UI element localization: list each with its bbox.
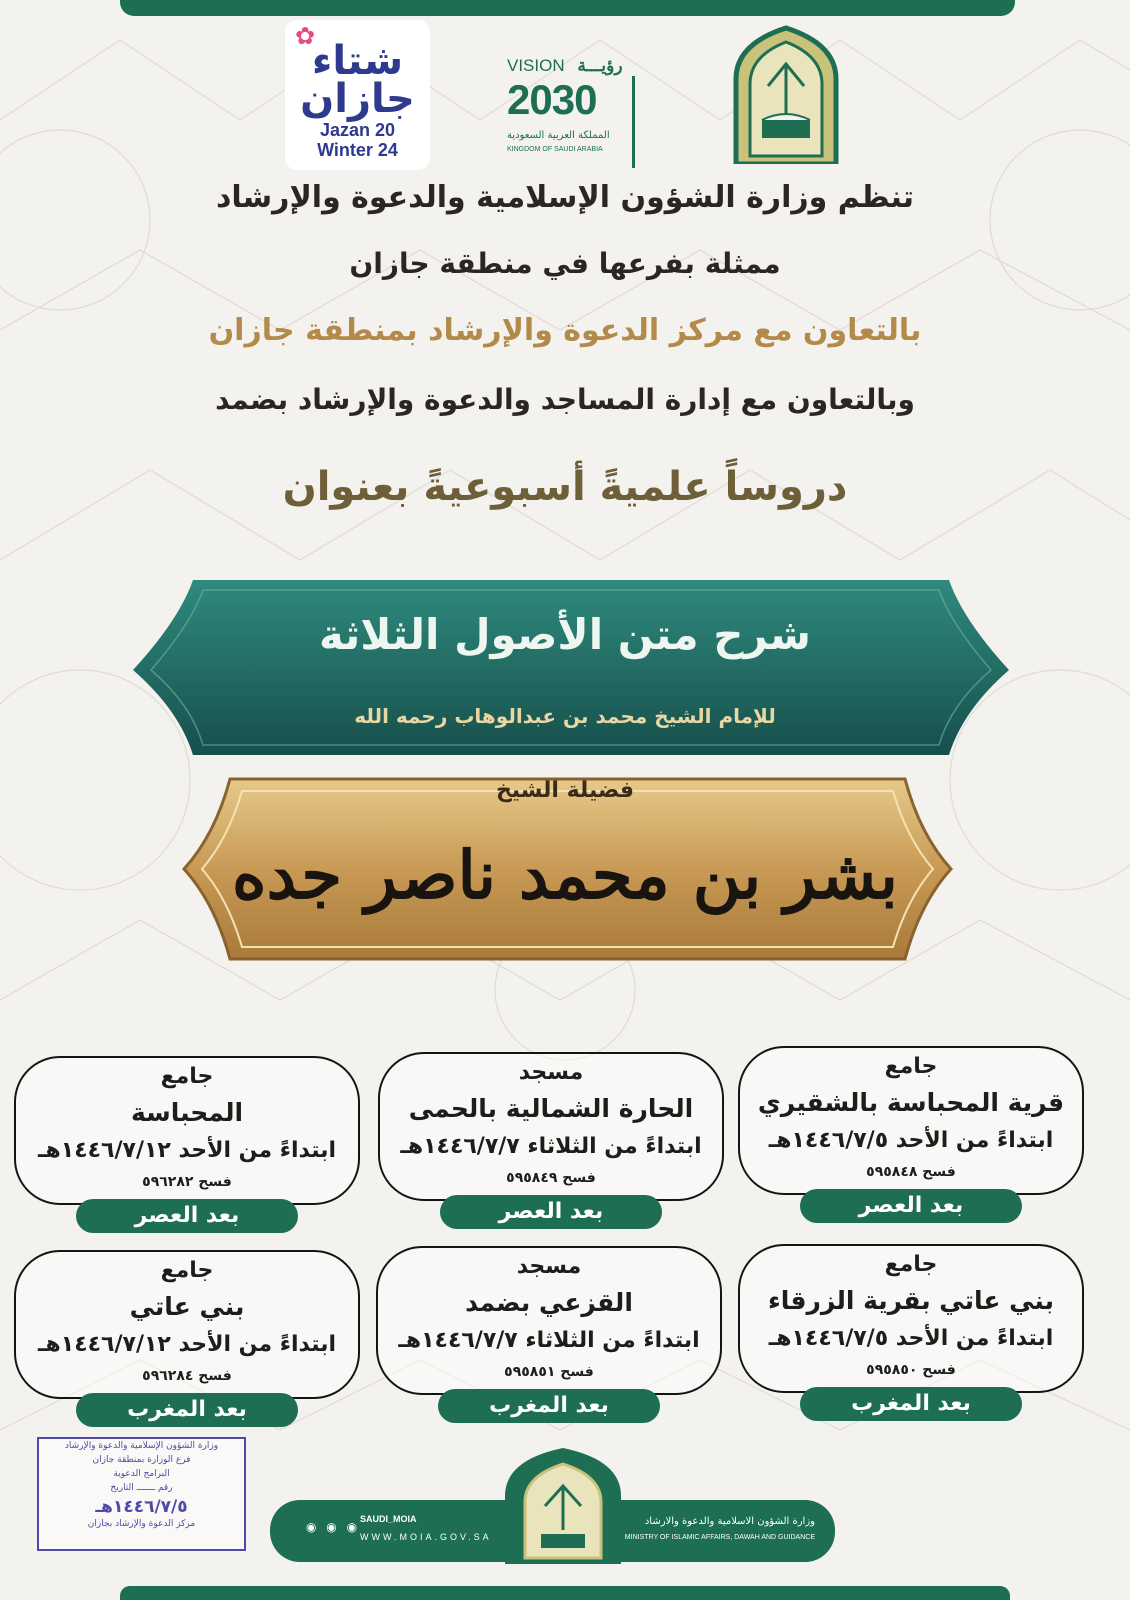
session-time-badge: بعد العصر — [800, 1189, 1022, 1223]
stamp-line-4: رقم ـــــــ التاريخ — [110, 1483, 173, 1493]
stamp-line-2: فرع الوزارة بمنطقة جازان — [92, 1455, 191, 1465]
footer-website-link[interactable]: WWW.MOIA.GOV.SA — [360, 1532, 492, 1542]
jazan-winter-logo — [285, 20, 430, 170]
official-stamp — [37, 1437, 246, 1551]
session-card — [14, 1250, 360, 1422]
session-permit: فسح ٥٩٥٨٥١ — [504, 1364, 594, 1380]
stamp-line-5: مركز الدعوة والإرشاد بجازان — [87, 1519, 196, 1529]
session-place: بني عاتي — [129, 1292, 245, 1321]
session-card — [738, 1244, 1084, 1416]
intro-line-2: ممثلة بفرعها في منطقة جازان — [349, 247, 781, 280]
session-type: مسجد — [516, 1254, 582, 1279]
session-start: ابتداءً من الثلاثاء ١٤٤٦/٧/٧هـ — [398, 1328, 700, 1353]
session-type: جامع — [884, 1054, 938, 1079]
session-permit: فسح ٥٩٦٢٨٤ — [142, 1368, 232, 1384]
footer-social-handle[interactable]: SAUDI_MOIA — [360, 1514, 417, 1524]
session-start: ابتداءً من الأحد ١٤٤٦/٧/٥هـ — [768, 1326, 1054, 1351]
flower-icon: ✿ — [295, 22, 316, 50]
session-time-badge: بعد المغرب — [76, 1393, 298, 1427]
session-time-badge: بعد العصر — [440, 1195, 662, 1229]
logo-row — [0, 18, 1130, 168]
session-start: ابتداءً من الأحد ١٤٤٦/٧/١٢هـ — [37, 1332, 337, 1357]
vision-2030-logo — [507, 56, 647, 166]
session-permit: فسح ٥٩٦٢٨٢ — [142, 1174, 232, 1190]
session-card — [378, 1052, 724, 1224]
session-place: الحارة الشمالية بالحمى — [408, 1094, 694, 1123]
vision-divider — [632, 76, 635, 168]
sheikh-honorific: فضيلة الشيخ — [495, 778, 635, 803]
lesson-author: للإمام الشيخ محمد بن عبدالوهاب رحمه الله — [354, 704, 776, 728]
intro-line-5: دروساً علميةً أسبوعيةً بعنوان — [282, 464, 848, 510]
session-permit: فسح ٥٩٥٨٥٠ — [866, 1362, 956, 1378]
session-type: جامع — [884, 1252, 938, 1277]
session-card — [376, 1246, 722, 1418]
footer-emblem-icon — [495, 1446, 631, 1564]
sheikh-name: بشر بن محمد ناصر جده — [232, 836, 898, 914]
session-time-badge: بعد المغرب — [800, 1387, 1022, 1421]
vision-year: 2030 — [507, 76, 597, 123]
lesson-banner — [133, 580, 1009, 755]
session-type: مسجد — [518, 1060, 584, 1085]
session-card — [14, 1056, 360, 1228]
stamp-date: ١٤٤٦/٧/٥هـ — [95, 1497, 188, 1517]
session-start: ابتداءً من الأحد ١٤٤٦/٧/١٢هـ — [37, 1138, 337, 1163]
session-type: جامع — [160, 1064, 214, 1089]
winter-logo-arabic: شتاء جازان — [300, 38, 415, 122]
footer-ministry-en: MINISTRY OF ISLAMIC AFFAIRS, DAWAH AND GUIDANCE — [624, 1534, 815, 1541]
session-place: القزعي بضمد — [465, 1288, 633, 1317]
bottom-bar — [120, 1586, 1010, 1600]
session-place: بني عاتي بقرية الزرقاء — [767, 1286, 1055, 1315]
session-place: المحباسة — [130, 1098, 244, 1127]
intro-line-1: تنظم وزارة الشؤون الإسلامية والدعوة والإرشاد — [216, 180, 914, 215]
session-place: قرية المحباسة بالشقيري — [757, 1088, 1065, 1117]
stamp-line-1: وزارة الشؤون الإسلامية والدعوة والإرشاد — [64, 1441, 219, 1451]
vision-word: VISION رؤيـــة — [507, 56, 623, 75]
session-card — [738, 1046, 1084, 1218]
session-start: ابتداءً من الثلاثاء ١٤٤٦/٧/٧هـ — [400, 1134, 702, 1159]
session-type: جامع — [160, 1258, 214, 1283]
session-start: ابتداءً من الأحد ١٤٤٦/٧/٥هـ — [768, 1128, 1054, 1153]
winter-logo-english: Jazan 20 Winter 24 — [317, 120, 398, 160]
social-media-icons[interactable]: ◉ ◉ ◉ — [306, 1520, 361, 1534]
intro-line-4: وبالتعاون مع إدارة المساجد والدعوة والإرشاد بضمد — [215, 383, 915, 416]
session-permit: فسح ٥٩٥٨٤٨ — [866, 1164, 956, 1180]
session-time-badge: بعد المغرب — [438, 1389, 660, 1423]
top-bar — [120, 0, 1015, 16]
session-permit: فسح ٥٩٥٨٤٩ — [506, 1170, 596, 1186]
vision-kingdom-ar: المملكة العربية السعودية — [507, 130, 610, 141]
footer-ministry-ar: وزارة الشؤون الاسلامية والدعوة والارشاد — [644, 1516, 815, 1527]
intro-line-3: بالتعاون مع مركز الدعوة والإرشاد بمنطقة جازان — [208, 313, 922, 348]
stamp-line-3: البرامج الدعوية — [113, 1469, 170, 1479]
ministry-emblem-icon — [728, 24, 844, 164]
session-time-badge: بعد العصر — [76, 1199, 298, 1233]
lesson-title: شرح متن الأصول الثلاثة — [319, 610, 811, 659]
vision-kingdom-en: KINGDOM OF SAUDI ARABIA — [507, 146, 603, 153]
